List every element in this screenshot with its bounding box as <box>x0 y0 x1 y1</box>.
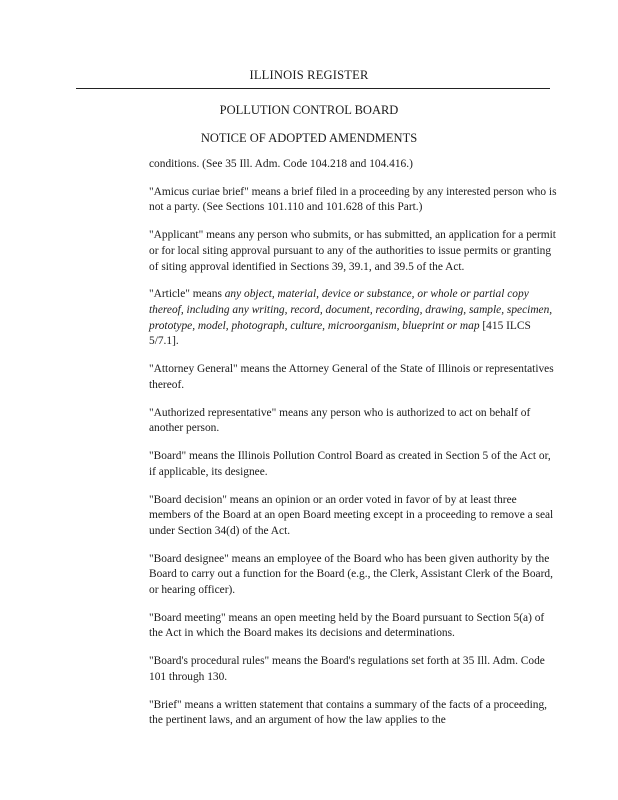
agency-heading: POLLUTION CONTROL BOARD <box>219 103 399 117</box>
register-title: ILLINOIS REGISTER <box>249 68 369 82</box>
definition-board: "Board" means the Illinois Pollution Control Board as created in Section 5 of the Act or, if applicable, its designee. <box>149 450 551 478</box>
definition-article <box>149 287 557 349</box>
article-statutory-text: any object, material, device or substance, or whole or partial copy thereof, including any writing, record, document, recording, drawing, sample, specimen, prototype, model, photograph, culture, microorganism, blueprint or map <box>149 288 553 332</box>
definition-authorized-representative: "Authorized representative" means any person who is authorized to act on behalf of another person. <box>149 406 531 435</box>
definition-board-meeting: "Board meeting" means an open meeting held by the Board pursuant to Section 5(a) of the Act in which the Board makes its decisions and determinations. <box>149 611 545 640</box>
definition-boards-procedural-rules: "Board's procedural rules" means the Board's regulations set forth at 35 Ill. Adm. Code 101 through 130. <box>149 655 545 683</box>
definition-brief: "Brief" means a written statement that contains a summary of the facts of a proceeding, the pertinent laws, and an argument of how the law applies to the <box>149 698 548 727</box>
definition-amicus-curiae-brief: "Amicus curiae brief" means a brief filed in a proceeding by any interested person who is not a party. (See Sections 101.110 and 101.628 of this Part.) <box>149 185 557 214</box>
paragraph-conditions: conditions. (See 35 Ill. Adm. Code 104.218 and 104.416.) <box>149 158 413 170</box>
header-divider <box>76 88 550 89</box>
article-lead: "Article" means <box>149 288 225 301</box>
notice-heading: NOTICE OF ADOPTED AMENDMENTS <box>200 131 418 145</box>
definition-applicant: "Applicant" means any person who submits, or has submitted, an application for a permit or for local siting approval pursuant to any of the authorities to issue permits or granting of siting approval identified in Sections 39, 39.1, and 39.5 of the Act. <box>149 229 556 273</box>
definition-attorney-general: "Attorney General" means the Attorney General of the State of Illinois or representatives thereof. <box>149 363 554 391</box>
document-body <box>149 157 557 741</box>
article-citation: [415 ILCS 5/7.1]. <box>149 319 531 348</box>
definition-board-decision: "Board decision" means an opinion or an order voted in favor of by at least three members of the Board at an open Board meeting except in a proceeding to remove a seal under Section 34(d) of the Act. <box>149 493 554 537</box>
definition-board-designee: "Board designee" means an employee of the Board who has been given authority by the Board to carry out a function for the Board (e.g., the Clerk, Assistant Clerk of the Board, or hearing officer). <box>149 552 553 596</box>
